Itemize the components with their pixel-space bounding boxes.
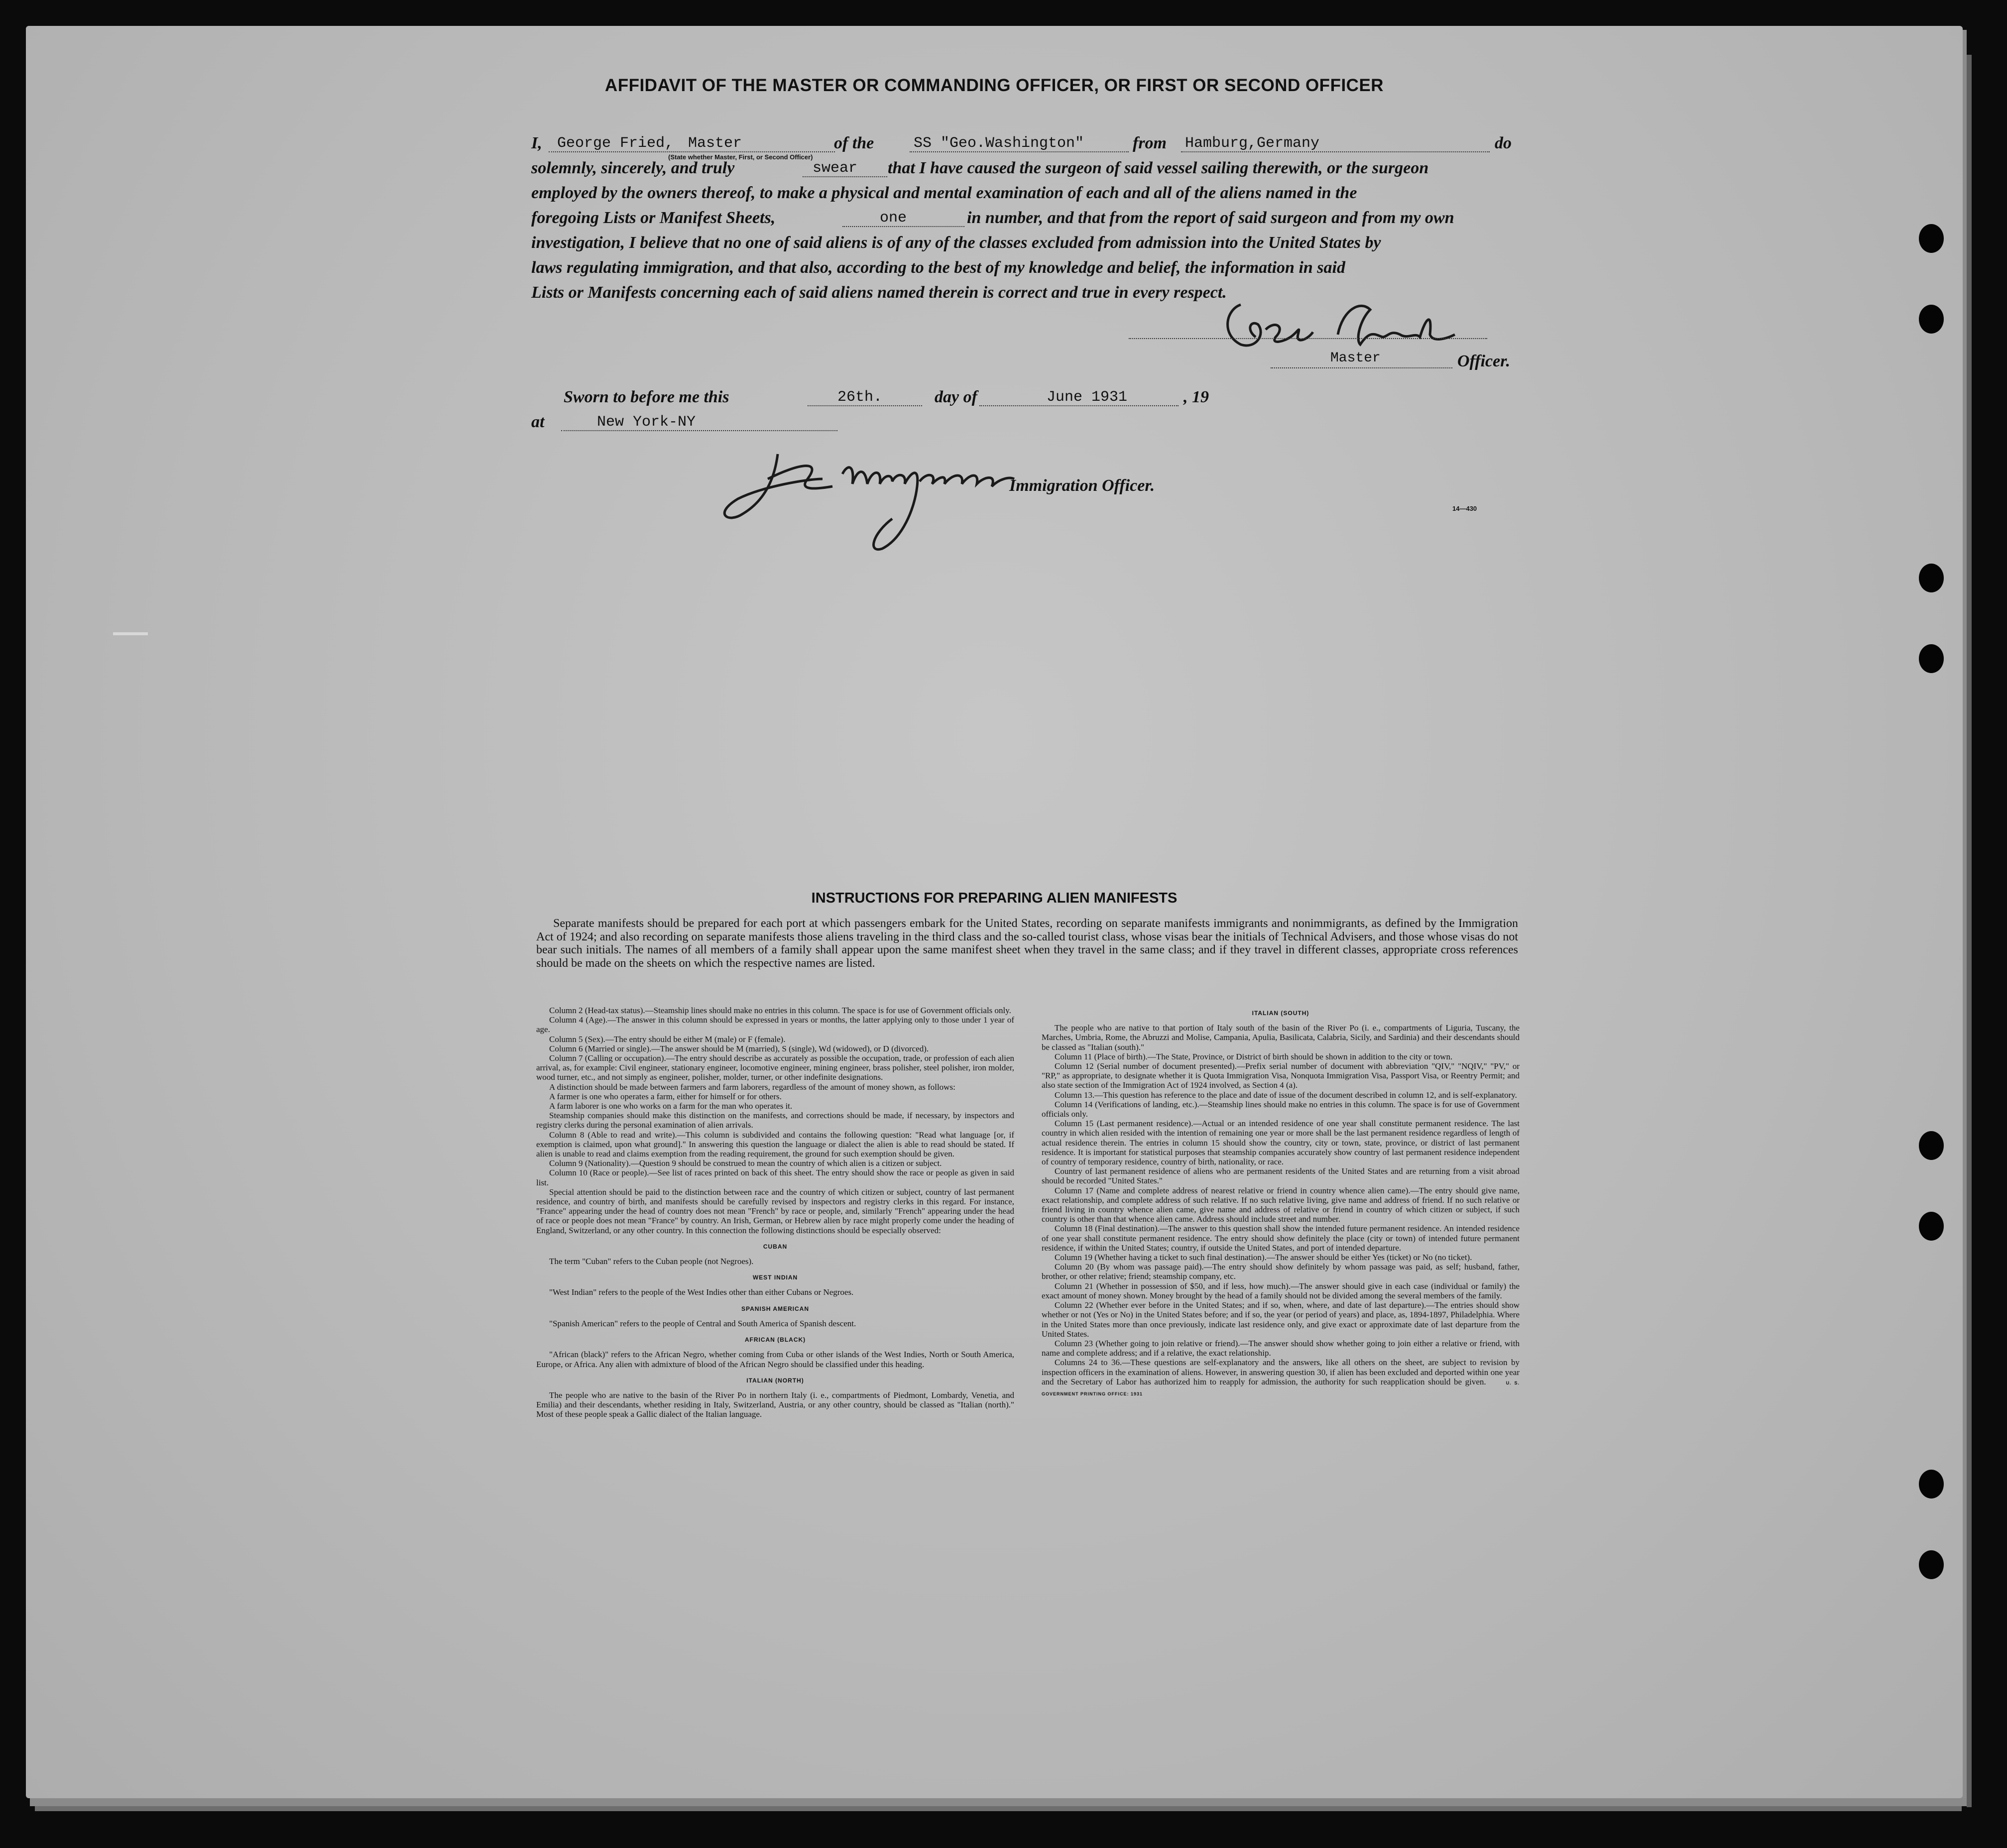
punch-hole: [1919, 305, 1944, 334]
page-edge: [30, 1798, 1967, 1806]
fill-line: [1271, 367, 1452, 368]
punch-hole: [1919, 1212, 1944, 1241]
instruction-paragraph: Column 14 (Verifications of landing, etc.).—Steamship lines should make no entries in this column. The space is for use of Government officials only.: [1042, 1099, 1520, 1119]
instruction-paragraph: Column 5 (Sex).—The entry should be either M (male) or F (female).: [549, 1034, 786, 1044]
text: day of: [935, 388, 977, 406]
instruction-paragraph: Column 17 (Name and complete address of nearest relative or friend in country whence alien came).—The entry should give name, exact relationship, and complete address of such relative. If no such relative living, give name and address of friend. If no such relative or friend living in country whence alien came, give name and address of relative or friend in country of which citizen or subject, if such country is other than that whence alien came. Address should include street and number.: [1042, 1185, 1520, 1224]
instruction-paragraph: The people who are native to the basin of the River Po in northern Italy (i. e., compartments of Piedmont, Lombardy, Venetia, and Emilia) and their descendants, whether residing in Italy, Switzerland, Austria, or any other country, should be classed as "Italian (north)." Most of these people speak a Gallic dialect of the Italian language.: [536, 1390, 1014, 1419]
form-number: 14—430: [1452, 505, 1477, 512]
sworn-place: New York-NY: [597, 414, 696, 431]
page-edge: [35, 1806, 1962, 1811]
section-heading: CUBAN: [763, 1243, 788, 1250]
text: Sworn to before me this: [564, 388, 729, 406]
word: of the: [834, 134, 874, 152]
section-heading: ITALIAN (NORTH): [746, 1377, 804, 1384]
sworn-day: 26th.: [837, 389, 883, 406]
instruction-paragraph: Column 2 (Head-tax status).—Steamship lines should make no entries in this column. The space is for use of Government officials only.: [549, 1006, 1011, 1015]
signature-line: [1129, 338, 1487, 339]
instruction-paragraph: Country of last permanent residence of aliens who are permanent residents of the United States and are returning from a visit abroad should be recorded "United States.": [1042, 1166, 1520, 1186]
instruction-paragraph: Column 10 (Race or people).—See list of races printed on back of this sheet. The entry should show the race or people as given in said list.: [536, 1168, 1014, 1187]
fill-line: [803, 176, 887, 177]
text: at: [531, 413, 545, 431]
affidavit-line-5: investigation, I believe that no one of said aliens is of any of the classes excluded from admission into the United States by: [531, 233, 1381, 252]
section-heading: AFRICAN (BLACK): [744, 1336, 806, 1344]
manifest-page: [26, 26, 1963, 1798]
affidavit-line-3: employed by the owners thereof, to make a physical and mental examination of each and all of the aliens named in the: [531, 184, 1357, 202]
instruction-paragraph: Column 6 (Married or single).—The answer should be M (married), S (single), Wd (widowed), or D (divorced).: [549, 1043, 929, 1053]
departure-port: Hamburg,Germany: [1185, 135, 1320, 152]
instruction-paragraph: The people who are native to that portion of Italy south of the basin of the River Po (i. e., compartments of Liguria, Tuscany, the Marches, Umbria, Rome, the Abruzzi and Molise, Campania, Apulia, Basilicata, Calabria, Sicily, and Sardinia) and their descendants should be classed as "Italian (south).": [1042, 1023, 1520, 1052]
instructions-right-column: [1042, 1009, 1520, 1399]
rank-note: (State whether Master, First, or Second Officer): [668, 153, 813, 161]
section-heading: SPANISH AMERICAN: [741, 1305, 809, 1312]
instruction-paragraph: Special attention should be paid to the distinction between race and the country of which citizen or subject, country of last permanent residence, and country of birth, and manifests should be carefully revised by inspectors and registry clerks in this regard. For instance, "France" appearing under the head of country does not mean "French" by race or people, and, similarly "French" appearing under the head of race or people does not mean "France" by country. An Irish, German, or Hebrew alien by race might properly come under the heading of England, Switzerland, or any other country. In this connection the following distinctions should be especially observed:: [536, 1187, 1014, 1235]
instructions-intro: Separate manifests should be prepared for each port at which passengers embark for the United States, recording on separate manifests immigrants and nonimmigrants, as defined by the Immigration Act of 1924; and also recording on separate manifests those aliens traveling in the third class and the so-called tourist class, whose visas bear the initials of Technical Advisers, and those whose visas do not bear such initials. The names of all members of a family shall appear upon the same manifest sheet when they travel in the same class; and if they travel in different classes, appropriate cross references should be made on the sheets on which the respective names are listed.: [536, 917, 1518, 970]
instruction-paragraph: Column 13.—This question has reference to the place and date of issue of the document described in column 12, and is self-explanatory.: [1055, 1090, 1517, 1100]
punch-hole: [1919, 224, 1944, 253]
immigration-officer-label: Immigration Officer.: [1009, 476, 1155, 495]
instruction-paragraph: Column 20 (By whom was passage paid).—The entry should show definitely by whom passage was paid, as self; husband, father, brother, or other relative; friend; steamship company, etc.: [1042, 1262, 1520, 1281]
sheet-count: one: [880, 210, 907, 227]
affidavit-title: AFFIDAVIT OF THE MASTER OR COMMANDING OFFICER, OR FIRST OR SECOND OFFICER: [604, 76, 1384, 95]
fill-line: [808, 405, 922, 406]
instruction-paragraph: Column 12 (Serial number of document presented).—Prefix serial number of document with abbreviation "QIV," "NQIV," "PV," or "RP," as appropriate, to designate whether it is Quota Immigration Visa, Nonquota Immigration Visa, Passport Visa, or Reentry Permit; and also state section of the Immigration Act of 1924 involved, as Section 4 (a).: [1042, 1061, 1520, 1090]
fill-line: [979, 405, 1179, 406]
instruction-paragraph: "West Indian" refers to the people of the West Indies other than either Cubans or Negroes.: [549, 1287, 854, 1297]
affidavit-line-7: Lists or Manifests concerning each of said aliens named therein is correct and true in every respect.: [531, 283, 1227, 302]
immigration-officer-signature: [693, 444, 1022, 569]
punch-hole: [1919, 1131, 1944, 1160]
text: that I have caused the surgeon of said vessel sailing therewith, or the surgeon: [888, 159, 1429, 177]
text: foregoing Lists or Manifest Sheets,: [531, 209, 776, 227]
page-edge: [1967, 55, 1972, 1807]
officer-word: Officer.: [1457, 352, 1511, 370]
punch-hole: [1919, 1550, 1944, 1579]
punch-hole: [1919, 564, 1944, 592]
fill-line: [1181, 151, 1490, 152]
instruction-paragraph-last: [1042, 1358, 1520, 1399]
instruction-paragraph: Column 4 (Age).—The answer in this column should be expressed in years or months, the latter applying only to those under 1 year of age.: [536, 1015, 1014, 1035]
instruction-paragraph: Column 15 (Last permanent residence).—Actual or an intended residence of one year shall constitute permanent residence. The last country in which alien resided with the intention of remaining one year or more shall be the last permanent residence regardless of length of actual residence therein. The entries in column 15 should show the country, city or town, state, province, or district of last permanent residence. It is important for statistical purposes that steamship companies accurately show country of last permanent residence independent of country of temporary residence, country of birth, nationality, or race.: [1042, 1119, 1520, 1167]
instruction-paragraph: A farmer is one who operates a farm, either for himself or for others.: [549, 1091, 782, 1101]
instruction-paragraph: A farm laborer is one who works on a farm for the man who operates it.: [549, 1101, 793, 1111]
paper-speck: [113, 632, 148, 635]
text: solemnly, sincerely, and truly: [531, 159, 735, 177]
signer-rank: Master: [1330, 350, 1381, 366]
word: do: [1495, 134, 1512, 152]
text: in number, and that from the report of said surgeon and from my own: [967, 209, 1454, 227]
printing-office-imprint: U. S. GOVERNMENT PRINTING OFFICE: 1931: [1042, 1380, 1520, 1396]
instruction-paragraph: "African (black)" refers to the African Negro, whether coming from Cuba or other islands of the West Indies, North or South America, Europe, or Africa. Any alien with admixture of blood of the African Negro should be classified under this heading.: [536, 1350, 1014, 1369]
master-rank: Master: [688, 135, 742, 152]
fill-line: [910, 151, 1129, 152]
section-heading: WEST INDIAN: [752, 1274, 798, 1281]
instruction-text: Columns 24 to 36.—These questions are self-explanatory and the answers, like all others on the sheet, are subject to revision by inspection officers in the examination of aliens. However, in answering question 30, if alien has been excluded and deported within one year and the Secretary of Labor has authorized him to reapply for admission, the authority for such reapplication should be given.: [1042, 1358, 1520, 1386]
fill-line: [549, 151, 835, 152]
oath-word: swear: [813, 160, 858, 177]
fill-line: [561, 430, 837, 431]
instruction-paragraph: The term "Cuban" refers to the Cuban people (not Negroes).: [549, 1257, 754, 1267]
instruction-paragraph: Column 23 (Whether going to join relative or friend).—The answer should show whether going to join either a relative or friend, with name and complete address; and if a relative, the exact relationship.: [1042, 1338, 1520, 1358]
word: from: [1133, 134, 1167, 152]
instruction-paragraph: "Spanish American" refers to the people of Central and South America of Spanish descent.: [549, 1318, 856, 1328]
punch-hole: [1919, 644, 1944, 673]
section-heading: ITALIAN (SOUTH): [1252, 1010, 1309, 1017]
instructions-left-column: [536, 1006, 1014, 1419]
instructions-title: INSTRUCTIONS FOR PREPARING ALIEN MANIFESTS: [811, 890, 1178, 906]
instruction-paragraph: Column 19 (Whether having a ticket to such final destination).—The answer should be either Yes (ticket) or No (no ticket).: [1055, 1253, 1472, 1263]
instruction-paragraph: A distinction should be made between farmers and farm laborers, regardless of the amount of money shown, as follows:: [549, 1082, 955, 1092]
instruction-paragraph: Column 11 (Place of birth).—The State, Province, or District of birth should be shown in addition to the city or town.: [1055, 1051, 1453, 1061]
text: , 19: [1183, 388, 1209, 406]
instruction-paragraph: Column 22 (Whether ever before in the United States; and if so, when, where, and date of last departure).—The entries should show whether or not (Yes or No) in the United States before; and if so, the year (or period of years) and place, as, 1894-1897, Philadelphia. Where in the United States more than once previously, indicate last residence only, and give exact or approximate date of last departure from the United States.: [1042, 1300, 1520, 1339]
vessel-name: SS "Geo.Washington": [914, 135, 1084, 152]
affidavit-line-6: laws regulating immigration, and that also, according to the best of my knowledge and belief, the information in said: [531, 258, 1345, 277]
affidavit-line-2: [531, 156, 1522, 180]
sworn-month-year: June 1931: [1047, 389, 1128, 406]
master-name: George Fried,: [557, 135, 674, 152]
instruction-paragraph: Column 7 (Calling or occupation).—The entry should describe as accurately as possible the occupation, trade, or profession of each alien arrival, as, for example: Civil engineer, stationary engineer, locomotive engineer, mining engineer, brass polisher, steel polisher, iron molder, wood turner, etc., and not simply as engineer, polisher, molder, turner, or other indefinite designations.: [536, 1053, 1014, 1082]
fill-line: [842, 226, 964, 227]
affidavit-line-4: [531, 206, 1522, 230]
instruction-paragraph: Column 18 (Final destination).—The answer to this question shall show the intended future permanent residence. An intended residence of one year shall constitute permanent residence. The entry should show definitely the place (city or town) of intended future permanent residence, if within the United States; country, if outside the United States, and port of intended departure.: [1042, 1224, 1520, 1253]
instruction-paragraph: Column 8 (Able to read and write).—This column is subdivided and contains the following question: "Read what language [or, if exemption is claimed, upon what ground]." In answering this question the language or dialect the alien is able to read should be stated. If alien is unable to read and claims exemption from the reading requirement, the ground for such exemption should be given.: [536, 1130, 1014, 1159]
word: I,: [531, 134, 542, 152]
punch-hole: [1919, 1470, 1944, 1499]
instruction-paragraph: Steamship companies should make this distinction on the manifests, and corrections should be made, if necessary, by inspectors and registry clerks during the personal examination of alien arrivals.: [536, 1111, 1014, 1130]
instruction-paragraph: Column 9 (Nationality).—Question 9 should be construed to mean the country of which alien is a citizen or subject.: [549, 1158, 942, 1168]
instruction-paragraph: Column 21 (Whether in possession of $50, and if less, how much).—The answer should give in each case (individual or family) the exact amount of money shown. Money brought by the head of a family should not be divided among the several members of the family.: [1042, 1281, 1520, 1300]
